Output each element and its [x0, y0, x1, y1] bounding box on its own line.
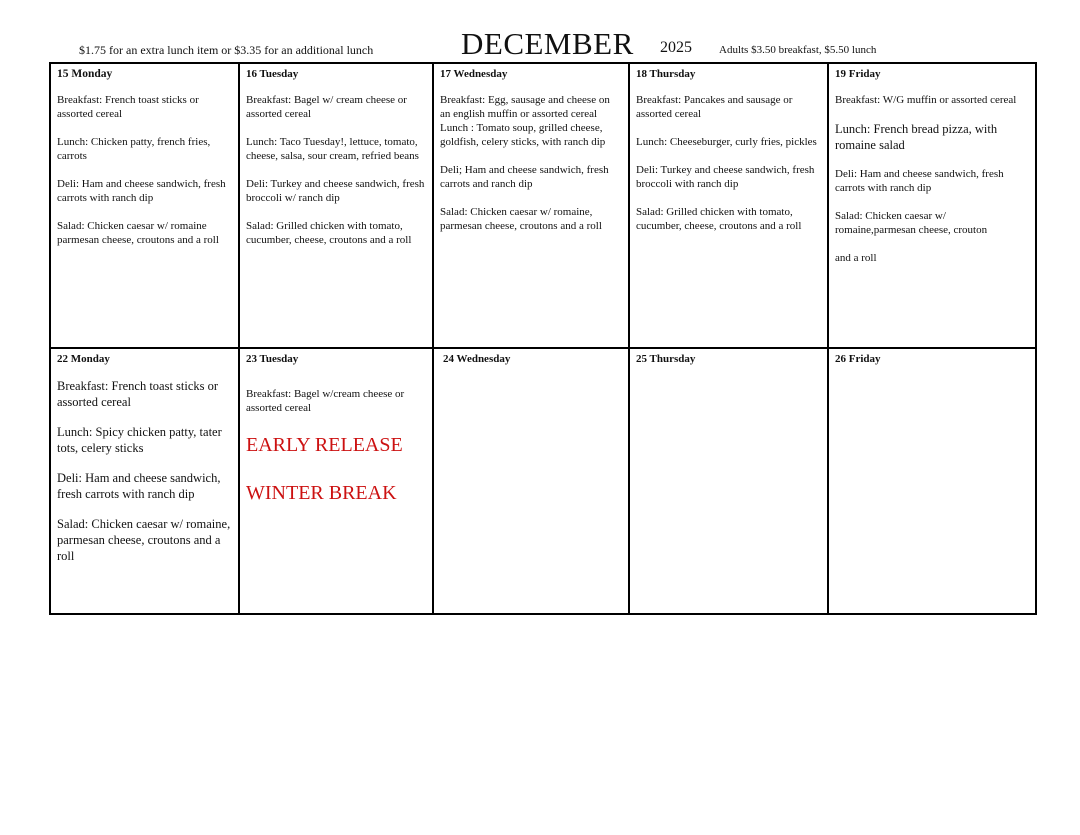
salad-text-end: and a roll [835, 252, 877, 264]
winter-break-notice: WINTER BREAK [246, 482, 397, 504]
deli-text: Deli: Ham and cheese sandwich, fresh carrots with ranch dip [835, 168, 1004, 194]
day-title: 24 Wednesday [443, 353, 511, 365]
extra-lunch-price-note: $1.75 for an extra lunch item or $3.35 for an additional lunch [79, 43, 374, 57]
salad-text: Salad: Grilled chicken with tomato, cucumber, cheese, croutons and a roll [636, 206, 802, 232]
deli-text: Deli: Ham and cheese sandwich, fresh carrots with ranch dip [57, 178, 226, 204]
menu-calendar-grid [49, 62, 1037, 615]
breakfast-text: Breakfast: French toast sticks or assorted cereal [57, 379, 219, 409]
day-title: 22 Monday [57, 353, 110, 365]
day-cell-18-thursday [630, 64, 829, 349]
day-cell-15-monday [51, 64, 240, 349]
salad-text: Salad: Chicken caesar w/ romaine,parmesan cheese, crouton [835, 210, 988, 236]
lunch-text: Lunch: Chicken patty, french fries, carrots [57, 136, 211, 162]
day-cell-26-friday [829, 349, 1035, 613]
day-title: 26 Friday [835, 353, 881, 365]
day-title: 17 Wednesday [440, 68, 508, 80]
lunch-text: Lunch : Tomato soup, grilled cheese, goldfish, celery sticks, with ranch dip [440, 122, 606, 148]
day-cell-23-tuesday [240, 349, 434, 613]
day-cell-17-wednesday [434, 64, 630, 349]
day-title: 16 Tuesday [246, 68, 299, 80]
day-cell-24-wednesday [434, 349, 630, 613]
deli-text: Deli; Ham and cheese sandwich, fresh carrots and ranch dip [440, 164, 609, 190]
salad-text: Salad: Chicken caesar w/ romaine, parmesan cheese, croutons and a roll [440, 206, 602, 232]
breakfast-text: Breakfast: Bagel w/ cream cheese or assorted cereal [246, 94, 407, 120]
year-label: 2025 [660, 39, 692, 56]
deli-text: Deli: Turkey and cheese sandwich, fresh broccoli w/ ranch dip [246, 178, 425, 204]
salad-text: Salad: Chicken caesar w/ romaine, parmesan cheese, croutons and a roll [57, 517, 231, 563]
day-cell-16-tuesday [240, 64, 434, 349]
day-title: 23 Tuesday [246, 353, 299, 365]
day-cell-25-thursday [630, 349, 829, 613]
day-title: 15 Monday [57, 68, 113, 80]
breakfast-text: Breakfast: Pancakes and sausage or assorted cereal [636, 94, 793, 120]
month-title: DECEMBER [461, 26, 634, 61]
lunch-text: Lunch: Cheeseburger, curly fries, pickles [636, 136, 817, 148]
day-cell-19-friday [829, 64, 1035, 349]
deli-text: Deli: Turkey and cheese sandwich, fresh broccoli with ranch dip [636, 164, 815, 190]
day-title: 25 Thursday [636, 353, 696, 365]
salad-text: Salad: Chicken caesar w/ romaine parmesan cheese, croutons and a roll [57, 220, 219, 246]
deli-text: Deli: Ham and cheese sandwich, fresh carrots with ranch dip [57, 471, 221, 501]
day-title: 18 Thursday [636, 68, 696, 80]
breakfast-text: Breakfast: Egg, sausage and cheese on an english muffin or assorted cereal [440, 94, 610, 120]
salad-text: Salad: Grilled chicken with tomato, cucumber, cheese, croutons and a roll [246, 220, 412, 246]
day-title: 19 Friday [835, 68, 881, 80]
breakfast-text: Breakfast: W/G muffin or assorted cereal [835, 94, 1017, 106]
adult-price-note: Adults $3.50 breakfast, $5.50 lunch [719, 44, 877, 56]
breakfast-text: Breakfast: French toast sticks or assorted cereal [57, 94, 199, 120]
lunch-text: Lunch: French bread pizza, with romaine salad [835, 122, 998, 152]
early-release-notice: EARLY RELEASE [246, 434, 403, 456]
lunch-text: Lunch: Spicy chicken patty, tater tots, celery sticks [57, 425, 222, 455]
day-cell-22-monday [51, 349, 240, 613]
breakfast-text: Breakfast: Bagel w/cream cheese or assorted cereal [246, 388, 405, 414]
calendar-header [0, 0, 1080, 62]
lunch-text: Lunch: Taco Tuesday!, lettuce, tomato, cheese, salsa, sour cream, refried beans [246, 136, 419, 162]
